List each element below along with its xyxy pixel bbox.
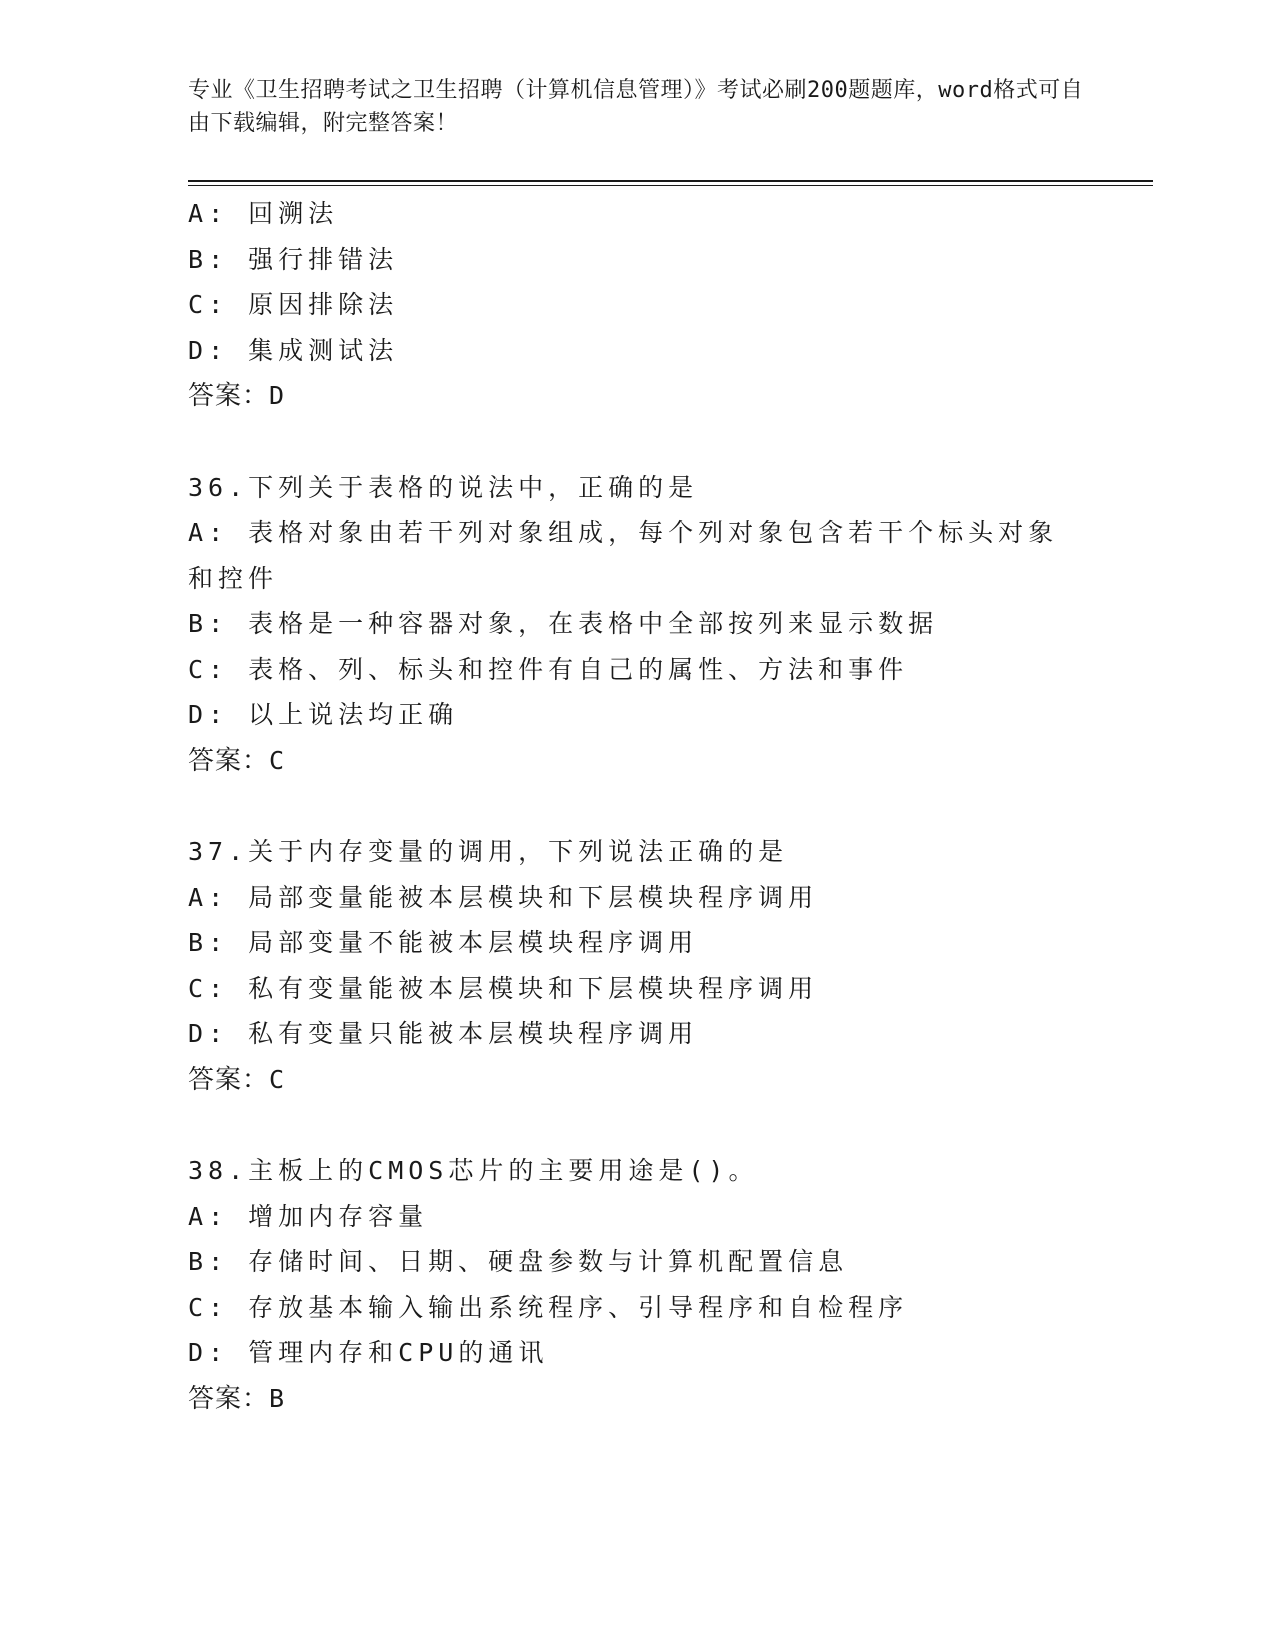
- question-block-37: [188, 829, 1088, 1103]
- question-list: [188, 191, 1088, 1422]
- option-d: D: 集成测试法: [188, 335, 399, 365]
- question-stem: 36.下列关于表格的说法中，正确的是: [188, 472, 699, 502]
- option-d: D: 私有变量只能被本层模块程序调用: [188, 1019, 699, 1048]
- answer-line: 答案：C: [188, 745, 286, 776]
- document-header: 专业《卫生招聘考试之卫生招聘（计算机信息管理）》考试必刷200题题库，word格式可自由下载编辑，附完整答案！: [188, 78, 1084, 136]
- question-block-partial: [188, 191, 1088, 420]
- question-block-38: [188, 1148, 1088, 1422]
- option-a: A: 局部变量能被本层模块和下层模块程序调用: [188, 882, 819, 912]
- option-b: B: 局部变量不能被本层模块程序调用: [188, 928, 699, 957]
- option-d: D: 以上说法均正确: [188, 700, 459, 729]
- document-page: [188, 0, 1153, 1650]
- option-c: C: 原因排除法: [188, 290, 399, 319]
- answer-line: 答案：B: [188, 1383, 286, 1414]
- option-c: C: 私有变量能被本层模块和下层模块程序调用: [188, 973, 819, 1003]
- question-stem: 37.关于内存变量的调用，下列说法正确的是: [188, 837, 789, 866]
- option-b: B: 存储时间、日期、硬盘参数与计算机配置信息: [188, 1247, 849, 1276]
- question-stem: 38.主板上的CMOS芯片的主要用途是()。: [188, 1156, 759, 1185]
- option-a: A: 表格对象由若干列对象组成，每个列对象包含若干个标头对象和控件: [188, 518, 1059, 593]
- option-b: B: 强行排错法: [188, 244, 399, 274]
- answer-line: 答案：D: [188, 381, 286, 411]
- option-a: A: 增加内存容量: [188, 1201, 429, 1231]
- header-divider: [188, 180, 1153, 186]
- answer-line: 答案：C: [188, 1064, 286, 1095]
- question-block-36: [188, 465, 1088, 785]
- option-b: B: 表格是一种容器对象，在表格中全部按列来显示数据: [188, 609, 939, 638]
- option-c: C: 表格、列、标头和控件有自己的属性、方法和事件: [188, 654, 909, 684]
- option-a: A: 回溯法: [188, 199, 339, 228]
- option-d: D: 管理内存和CPU的通讯: [188, 1338, 549, 1367]
- option-c: C: 存放基本输入输出系统程序、引导程序和自检程序: [188, 1292, 909, 1322]
